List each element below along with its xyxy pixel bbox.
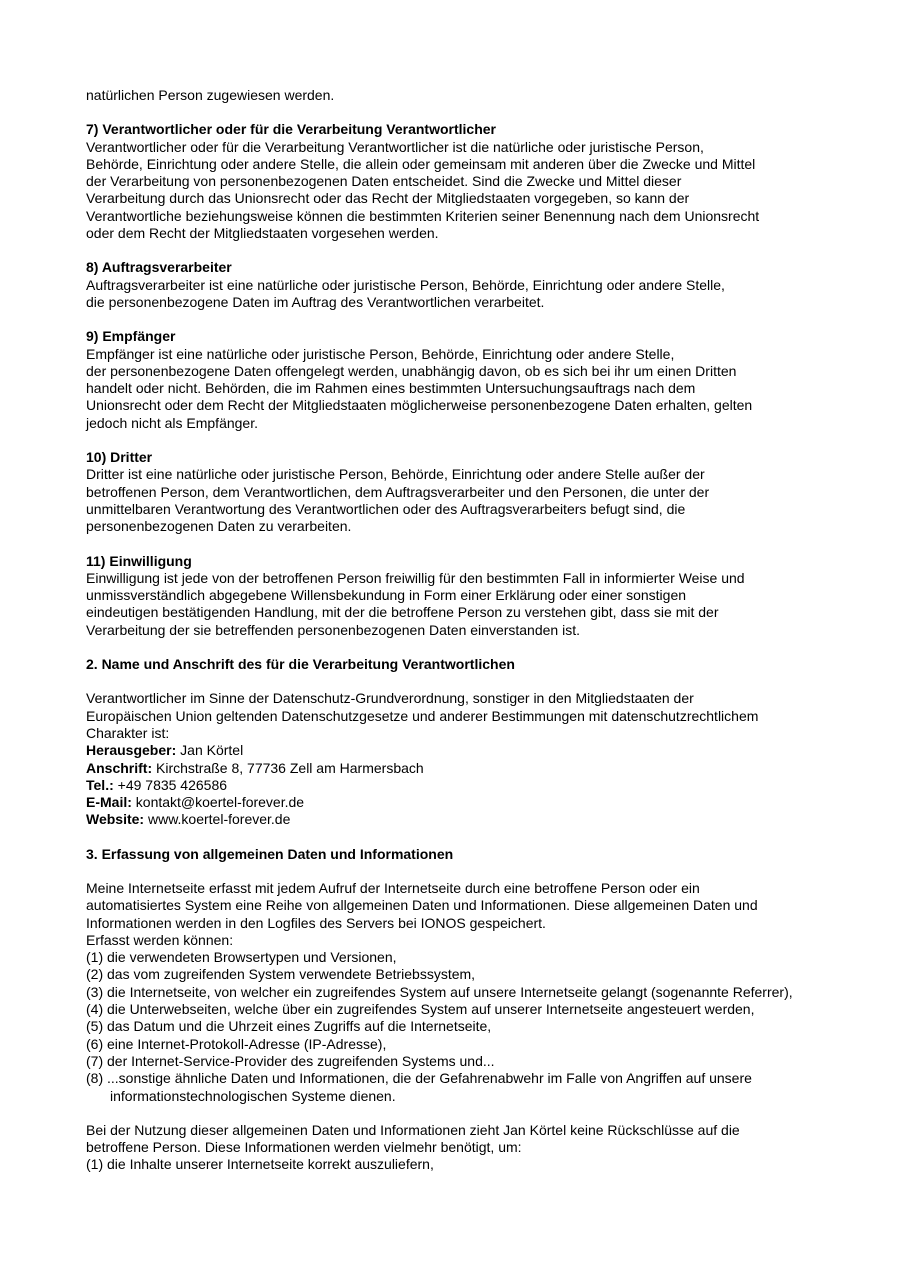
publisher-value: Jan Körtel — [176, 742, 244, 759]
website-value: www.koertel-forever.de — [144, 811, 291, 828]
section-recipient — [86, 328, 826, 432]
list-item: (5) das Datum und die Uhrzeit eines Zugriffs auf die Internetseite, — [86, 1018, 492, 1035]
text-line: (1) die Inhalte unserer Internetseite korrekt auszuliefern, — [86, 1156, 434, 1173]
section-heading: 9) Empfänger — [86, 328, 176, 345]
text-line: Informationen werden in den Logfiles des Servers bei IONOS gespeichert. — [86, 914, 546, 931]
section-heading: 7) Verantwortlicher oder für die Verarbeitung Verantwortlicher — [86, 121, 496, 138]
email-label: E-Mail: — [86, 794, 132, 811]
text-line: betroffene Person. Diese Informationen werden vielmehr benötigt, um: — [86, 1139, 522, 1156]
text-line: Verantwortliche beziehungsweise können die bestimmten Kriterien seiner Benennung nach dem Unionsrecht — [86, 207, 760, 224]
text-line: Meine Internetseite erfasst mit jedem Aufruf der Internetseite durch eine betroffene Person oder ein — [86, 879, 700, 896]
section-heading: 8) Auftragsverarbeiter — [86, 259, 232, 276]
address-label: Anschrift: — [86, 759, 153, 776]
text-line: natürlichen Person zugewiesen werden. — [86, 87, 335, 103]
text-line: Einwilligung ist jede von der betroffenen Person freiwillig für den bestimmten Fall in informierter Weise und — [86, 569, 745, 586]
text-line: die personenbezogene Daten im Auftrag des Verantwortlichen verarbeitet. — [86, 293, 545, 310]
text-line: unmittelbaren Verantwortung des Verantwortlichen oder des Auftragsverarbeiters befugt sind, die — [86, 500, 686, 517]
section-heading: 10) Dritter — [86, 449, 153, 466]
text-line: oder dem Recht der Mitgliedstaaten vorgesehen werden. — [86, 225, 439, 242]
text-line: Empfänger ist eine natürliche oder juristische Person, Behörde, Einrichtung oder andere Stelle, — [86, 345, 675, 362]
list-item: (4) die Unterwebseiten, welche über ein zugreifendes System auf unserer Internetseite angesteuert werden, — [86, 1001, 755, 1018]
email-value: kontakt@koertel-forever.de — [131, 794, 305, 811]
list-item: (8) ...sonstige ähnliche Daten und Informationen, die der Gefahrenabwehr im Falle von Angriffen auf unsere informationstechnologischen Systeme dienen. — [86, 1070, 752, 1104]
email-line — [86, 794, 826, 811]
publisher-label: Herausgeber: — [86, 742, 177, 759]
section-name-address — [86, 656, 826, 829]
text-line: eindeutigen bestätigenden Handlung, mit der die betroffene Person zu verstehen gibt, dass sie mit der — [86, 604, 719, 621]
text-line: Verantwortlicher oder für die Verarbeitung Verantwortlicher ist die natürliche oder juristische Person, — [86, 138, 704, 155]
text-line: handelt oder nicht. Behörden, die im Rahmen eines bestimmten Untersuchungsauftrags nach dem — [86, 380, 696, 397]
section-heading: 11) Einwilligung — [86, 552, 192, 569]
text-line: der personenbezogene Daten offengelegt werden, unabhängig davon, ob es sich bei ihr um einen Dritten — [86, 362, 737, 379]
text-line: Verarbeitung der sie betreffenden personenbezogenen Daten einverstanden ist. — [86, 621, 580, 638]
text-line: unmissverständlich abgegebene Willensbekundung in Form einer Erklärung oder einer sonstigen — [86, 587, 687, 604]
address-line — [86, 760, 826, 777]
list-item: (3) die Internetseite, von welcher ein zugreifendes System auf unsere Internetseite gelangt (sogenannte Referrer), — [86, 983, 793, 1000]
text-line: Verantwortlicher im Sinne der Datenschutz-Grundverordnung, sonstiger in den Mitgliedstaaten der — [86, 690, 694, 707]
section-heading: 3. Erfassung von allgemeinen Daten und Informationen — [86, 845, 454, 862]
phone-value: +49 7835 426586 — [113, 776, 228, 793]
text-line: Unionsrecht oder dem Recht der Mitgliedstaaten möglicherweise personenbezogene Daten erhalten, gelten — [86, 397, 753, 414]
text-line: Behörde, Einrichtung oder andere Stelle, die allein oder gemeinsam mit anderen über die Zwecke und Mittel — [86, 155, 756, 172]
section-consent — [86, 553, 826, 639]
text-line: jedoch nicht als Empfänger. — [86, 414, 258, 431]
website-label: Website: — [86, 811, 145, 828]
continued-text — [86, 87, 826, 104]
section-processor — [86, 259, 826, 311]
section-third-party — [86, 449, 826, 535]
text-line: automatisiertes System eine Reihe von allgemeinen Daten und Informationen. Diese allgemeinen Daten und — [86, 897, 758, 914]
text-line: Auftragsverarbeiter ist eine natürliche oder juristische Person, Behörde, Einrichtung oder andere Stelle, — [86, 276, 725, 293]
list-item: (7) der Internet-Service-Provider des zugreifenden Systems und... — [86, 1052, 495, 1069]
section-controller — [86, 121, 826, 242]
section-usage — [86, 1122, 826, 1174]
text-line: Dritter ist eine natürliche oder juristische Person, Behörde, Einrichtung oder andere Stelle außer der — [86, 466, 705, 483]
text-line: Charakter ist: — [86, 724, 170, 741]
text-line: betroffenen Person, dem Verantwortlichen, dem Auftragsverarbeiter und den Personen, die unter der — [86, 483, 710, 500]
text-line: der Verarbeitung von personenbezogenen Daten entscheidet. Sind die Zwecke und Mittel dieser — [86, 173, 682, 190]
address-value: Kirchstraße 8, 77736 Zell am Harmersbach — [152, 759, 424, 776]
text-line: Europäischen Union geltenden Datenschutzgesetze und anderer Bestimmungen mit datenschutzrechtlichem — [86, 707, 759, 724]
text-line: Erfasst werden können: — [86, 931, 234, 948]
document-body — [86, 87, 826, 1191]
text-line: Verarbeitung durch das Unionsrecht oder das Recht der Mitgliedstaaten vorgegeben, so kann der — [86, 190, 690, 207]
list-item: (2) das vom zugreifenden System verwendete Betriebssystem, — [86, 966, 476, 983]
phone-label: Tel.: — [86, 776, 114, 793]
text-line: Bei der Nutzung dieser allgemeinen Daten und Informationen zieht Jan Körtel keine Rückschlüsse auf die — [86, 1121, 740, 1138]
list-item: (1) die verwendeten Browsertypen und Versionen, — [86, 949, 397, 966]
phone-line — [86, 777, 826, 794]
section-general-data — [86, 846, 826, 1105]
text-line: personenbezogenen Daten zu verarbeiten. — [86, 518, 352, 535]
publisher-line — [86, 742, 826, 759]
website-line — [86, 811, 826, 828]
list-item: (6) eine Internet-Protokoll-Adresse (IP-Adresse), — [86, 1035, 387, 1052]
section-heading: 2. Name und Anschrift des für die Verarbeitung Verantwortlichen — [86, 656, 515, 673]
